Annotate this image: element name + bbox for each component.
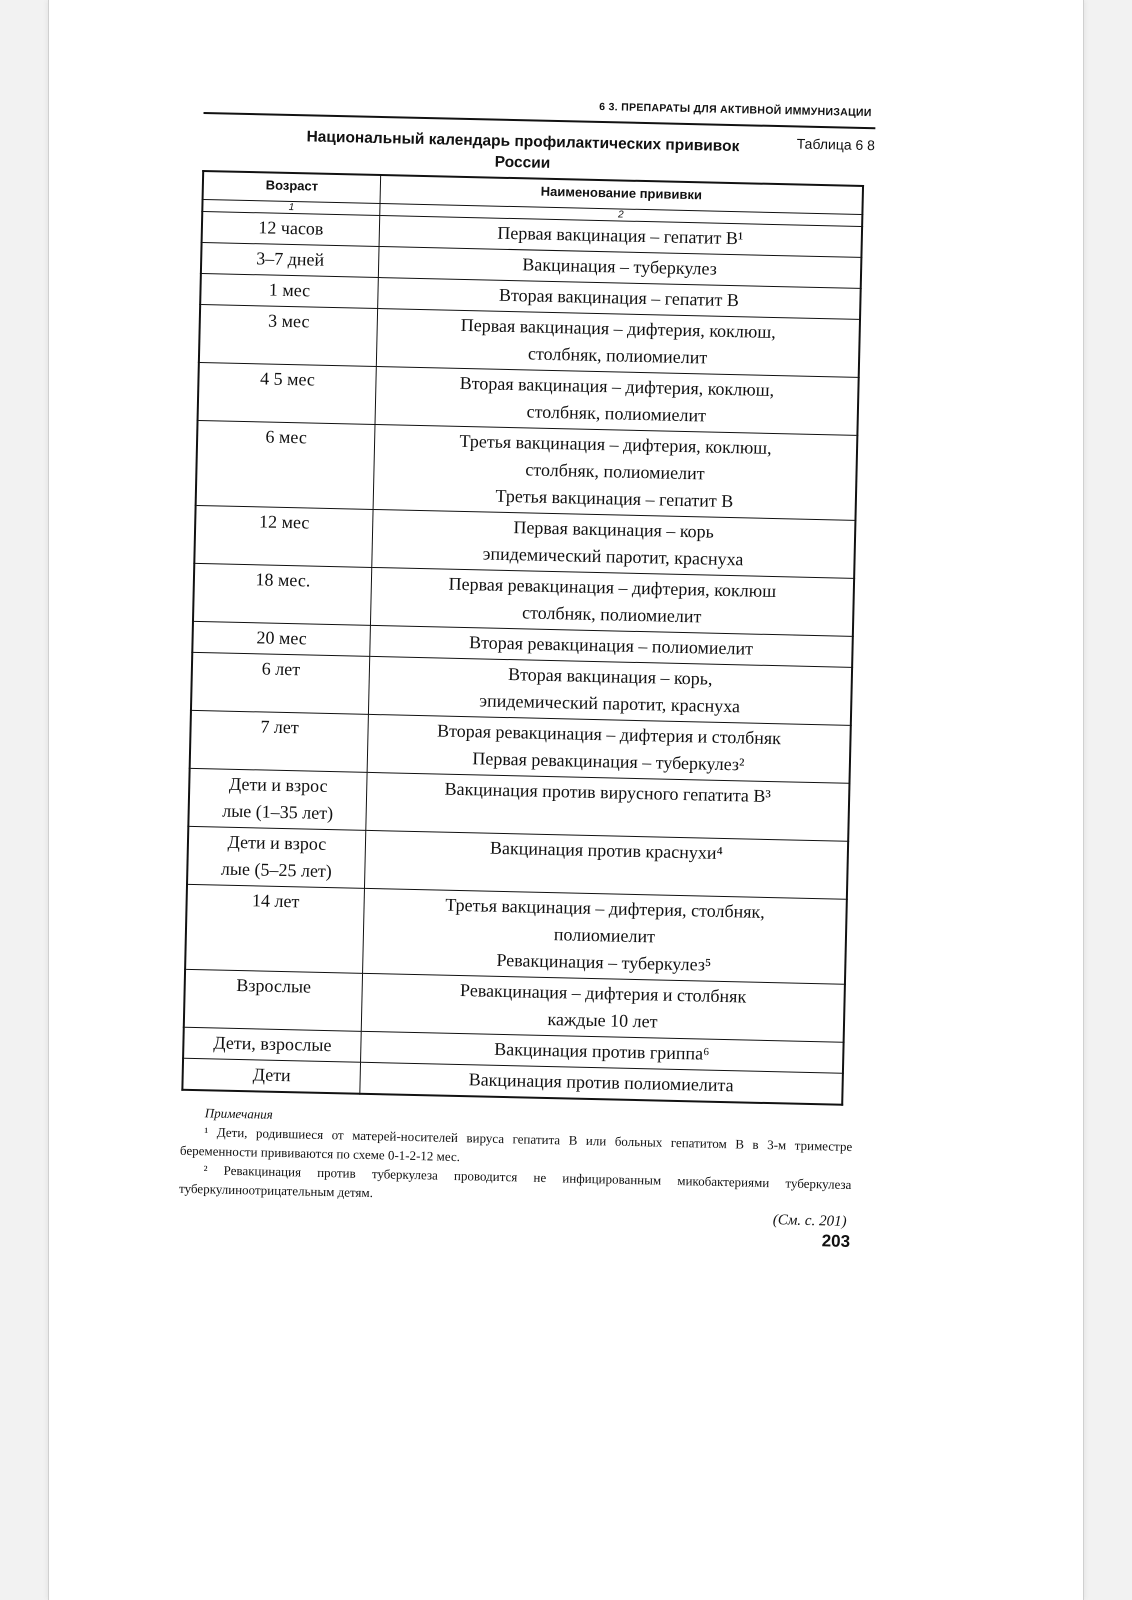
- vaccine-text: столбняк, полиомиелит: [527, 343, 708, 368]
- vaccine-cell: [361, 973, 845, 1042]
- vaccine-cell: [373, 424, 857, 520]
- vaccine-text: Вторая вакцинация – корь,: [507, 664, 713, 689]
- age-cell: [198, 362, 377, 424]
- age-cell: [192, 621, 370, 656]
- age-text: Дети, взрослые: [213, 1032, 332, 1056]
- table-title-line: Национальный календарь профилактических прививок: [306, 128, 740, 156]
- notes-section: [178, 1103, 853, 1251]
- table-label: Таблица 6 8: [796, 135, 876, 154]
- column-number: 1: [202, 199, 380, 215]
- age-text: 4 5 мес: [259, 368, 316, 390]
- age-text: 7 лет: [260, 716, 300, 738]
- vaccine-text: Вторая ревакцинация – полиомиелит: [468, 632, 754, 659]
- age-cell: [200, 273, 378, 308]
- vaccine-text: Первая вакцинация – гепатит В¹: [497, 222, 744, 249]
- vaccine-text: полиомиелит: [553, 924, 656, 947]
- vaccine-text: Вторая вакцинация – дифтерия, коклюш,: [459, 372, 775, 401]
- vaccine-text: Вторая ревакцинация – дифтерия и столбняк: [436, 720, 782, 749]
- age-cell: [185, 884, 364, 973]
- vaccine-text: каждые 10 лет: [547, 1009, 658, 1032]
- table-title-line: России: [494, 153, 551, 172]
- vaccine-cell: [370, 567, 854, 636]
- age-text: 1 мес: [268, 279, 311, 301]
- vaccine-cell: [376, 308, 860, 377]
- vaccine-text: Вакцинация – туберкулез: [522, 254, 718, 279]
- age-text: Взрослые: [236, 974, 312, 997]
- age-text: 18 мес.: [255, 569, 311, 591]
- age-cell: [188, 768, 367, 830]
- footnote: ¹ Дети, родившиеся от матерей-носителей вируса гепатита В или больных гепатитом В в 3-м триместре беременности прививаются по схеме 0-1-2-12 мес.: [179, 1124, 853, 1165]
- footnote: ² Ревакцинация против туберкулеза проводится не инфицированным микобактериями туберкулеза туберкулиноотрицательным детям.: [178, 1162, 852, 1201]
- age-text: 6 лет: [261, 658, 301, 680]
- table-row: [185, 884, 847, 984]
- age-cell: [182, 1058, 360, 1094]
- vaccine-cell: [366, 772, 850, 841]
- age-text: 3–7 дней: [256, 248, 325, 270]
- vaccine-text: Третья вакцинация – дифтерия, столбняк,: [445, 894, 766, 922]
- age-cell: [184, 969, 363, 1031]
- vaccine-text: столбняк, полиомиелит: [526, 401, 707, 426]
- vaccine-cell: [375, 366, 859, 435]
- vaccine-text: Первая ревакцинация – дифтерия, коклюш: [448, 573, 777, 602]
- age-text: лые (5–25 лет): [220, 858, 333, 882]
- vaccine-text: Первая вакцинация – корь: [513, 517, 715, 542]
- age-text: 12 мес: [258, 511, 310, 533]
- age-cell: [193, 563, 372, 625]
- vaccine-text: столбняк, полиомиелит: [521, 602, 702, 627]
- vaccine-cell: [368, 656, 852, 725]
- notes-title: Примечания: [204, 1105, 273, 1122]
- age-cell: [199, 304, 378, 366]
- age-text: Дети: [252, 1064, 291, 1086]
- document-page: [48, 0, 1084, 1600]
- age-cell: [202, 211, 380, 246]
- vaccine-cell: [367, 714, 851, 783]
- vaccine-text: Вакцинация против вирусного гепатита В³: [444, 778, 772, 807]
- vaccine-text: Вторая вакцинация – гепатит В: [498, 284, 740, 311]
- age-cell: [187, 826, 366, 888]
- age-text: Дети и взрос: [227, 831, 327, 854]
- see-reference: (См. с. 201): [772, 1212, 847, 1230]
- header-age: Возраст: [203, 171, 381, 204]
- vaccine-cell: [364, 830, 848, 899]
- vaccine-text: Первая ревакцинация – туберкулез²: [472, 748, 745, 775]
- age-cell: [191, 652, 370, 714]
- age-text: 6 мес: [265, 426, 308, 448]
- age-text: 20 мес: [256, 627, 308, 649]
- running-head: 6 3. ПРЕПАРАТЫ ДЛЯ АКТИВНОЙ ИММУНИЗАЦИИ: [599, 100, 872, 120]
- age-cell: [201, 242, 379, 277]
- header-vaccine: Наименование прививки: [380, 175, 863, 214]
- vaccination-calendar-table: [181, 170, 864, 1106]
- vaccine-text: эпидемический паротит, краснуха: [479, 690, 741, 717]
- page-content: [178, 92, 876, 1251]
- age-text: 12 часов: [258, 217, 324, 239]
- age-cell: [194, 505, 373, 567]
- age-text: лые (1–35 лет): [222, 800, 334, 824]
- vaccine-text: Ревакцинация – туберкулез⁵: [496, 949, 712, 975]
- vaccine-cell: [363, 888, 847, 984]
- table-row: [196, 420, 858, 520]
- vaccine-text: Вакцинация против полиомиелита: [468, 1069, 734, 1096]
- vaccine-text: эпидемический паротит, краснуха: [482, 543, 744, 570]
- vaccine-cell: [372, 509, 856, 578]
- vaccine-text: Вакцинация против краснухи⁴: [489, 837, 724, 863]
- age-cell: [183, 1027, 361, 1062]
- vaccine-text: Вакцинация против гриппа⁶: [494, 1038, 710, 1064]
- age-cell: [190, 710, 369, 772]
- vaccine-text: Первая вакцинация – дифтерия, коклюш,: [460, 314, 776, 343]
- vaccine-text: Третья вакцинация – дифтерия, коклюш,: [459, 430, 772, 458]
- vaccine-text: Ревакцинация – дифтерия и столбняк: [459, 980, 747, 1007]
- age-text: Дети и взрос: [228, 773, 328, 796]
- age-text: 14 лет: [251, 890, 300, 912]
- age-text: 3 мес: [267, 310, 310, 332]
- vaccine-text: Третья вакцинация – гепатит В: [495, 485, 734, 512]
- vaccine-text: столбняк, полиомиелит: [525, 459, 705, 484]
- page-number: 203: [821, 1231, 851, 1251]
- age-cell: [196, 420, 375, 509]
- column-number: 2: [380, 204, 863, 227]
